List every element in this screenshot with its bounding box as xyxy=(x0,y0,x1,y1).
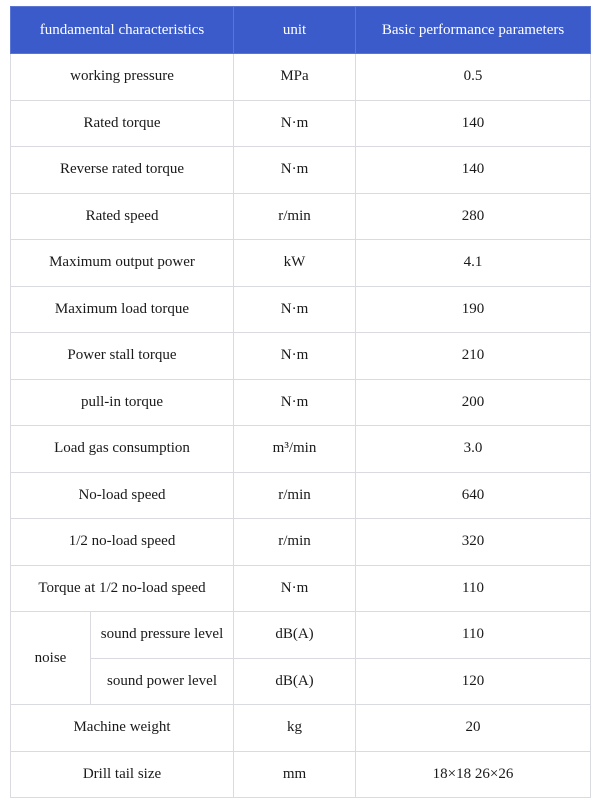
row-value: 110 xyxy=(356,612,591,659)
table-body xyxy=(11,54,591,798)
row-value: 640 xyxy=(356,472,591,519)
row-value: 0.5 xyxy=(356,54,591,101)
row-value: 3.0 xyxy=(356,426,591,473)
row-label: Maximum load torque xyxy=(11,286,234,333)
row-unit: r/min xyxy=(234,193,356,240)
header-unit: unit xyxy=(234,7,356,54)
row-value: 18×18 26×26 xyxy=(356,751,591,798)
row-label: Drill tail size xyxy=(11,751,234,798)
row-label: Rated speed xyxy=(11,193,234,240)
table-row xyxy=(11,193,591,240)
row-value: 210 xyxy=(356,333,591,380)
row-label: Reverse rated torque xyxy=(11,147,234,194)
row-unit: r/min xyxy=(234,472,356,519)
header-row xyxy=(11,7,591,54)
row-unit: N·m xyxy=(234,333,356,380)
row-unit: m³/min xyxy=(234,426,356,473)
spec-table-container xyxy=(10,6,590,798)
row-label: Load gas consumption xyxy=(11,426,234,473)
row-label: sound pressure level xyxy=(91,612,234,659)
table-row xyxy=(11,426,591,473)
row-unit: dB(A) xyxy=(234,658,356,705)
table-row xyxy=(11,286,591,333)
table-row xyxy=(11,565,591,612)
table-row xyxy=(11,612,591,659)
table-row xyxy=(11,100,591,147)
row-unit: N·m xyxy=(234,100,356,147)
row-value: 320 xyxy=(356,519,591,566)
row-value: 110 xyxy=(356,565,591,612)
row-value: 4.1 xyxy=(356,240,591,287)
row-unit: dB(A) xyxy=(234,612,356,659)
row-unit: mm xyxy=(234,751,356,798)
row-unit: kW xyxy=(234,240,356,287)
row-value: 120 xyxy=(356,658,591,705)
header-parameters: Basic performance parameters xyxy=(356,7,591,54)
performance-spec-table xyxy=(10,6,591,798)
row-unit: r/min xyxy=(234,519,356,566)
row-label: Power stall torque xyxy=(11,333,234,380)
row-value: 140 xyxy=(356,147,591,194)
row-label: working pressure xyxy=(11,54,234,101)
row-value: 190 xyxy=(356,286,591,333)
row-label: No-load speed xyxy=(11,472,234,519)
table-row xyxy=(11,472,591,519)
table-row xyxy=(11,658,591,705)
row-unit: N·m xyxy=(234,565,356,612)
row-unit: MPa xyxy=(234,54,356,101)
row-label: Rated torque xyxy=(11,100,234,147)
noise-group-label: noise xyxy=(11,612,91,705)
table-row xyxy=(11,333,591,380)
row-label: Torque at 1/2 no-load speed xyxy=(11,565,234,612)
row-label: pull-in torque xyxy=(11,379,234,426)
row-label: 1/2 no-load speed xyxy=(11,519,234,566)
table-row xyxy=(11,240,591,287)
row-value: 200 xyxy=(356,379,591,426)
row-label: Machine weight xyxy=(11,705,234,752)
row-unit: N·m xyxy=(234,379,356,426)
table-header xyxy=(11,7,591,54)
table-row xyxy=(11,705,591,752)
table-row xyxy=(11,751,591,798)
table-row xyxy=(11,54,591,101)
row-value: 20 xyxy=(356,705,591,752)
row-value: 280 xyxy=(356,193,591,240)
table-row xyxy=(11,379,591,426)
row-unit: N·m xyxy=(234,147,356,194)
row-label: Maximum output power xyxy=(11,240,234,287)
header-characteristics: fundamental characteristics xyxy=(11,7,234,54)
row-unit: kg xyxy=(234,705,356,752)
row-label: sound power level xyxy=(91,658,234,705)
row-unit: N·m xyxy=(234,286,356,333)
table-row xyxy=(11,147,591,194)
row-value: 140 xyxy=(356,100,591,147)
table-row xyxy=(11,519,591,566)
